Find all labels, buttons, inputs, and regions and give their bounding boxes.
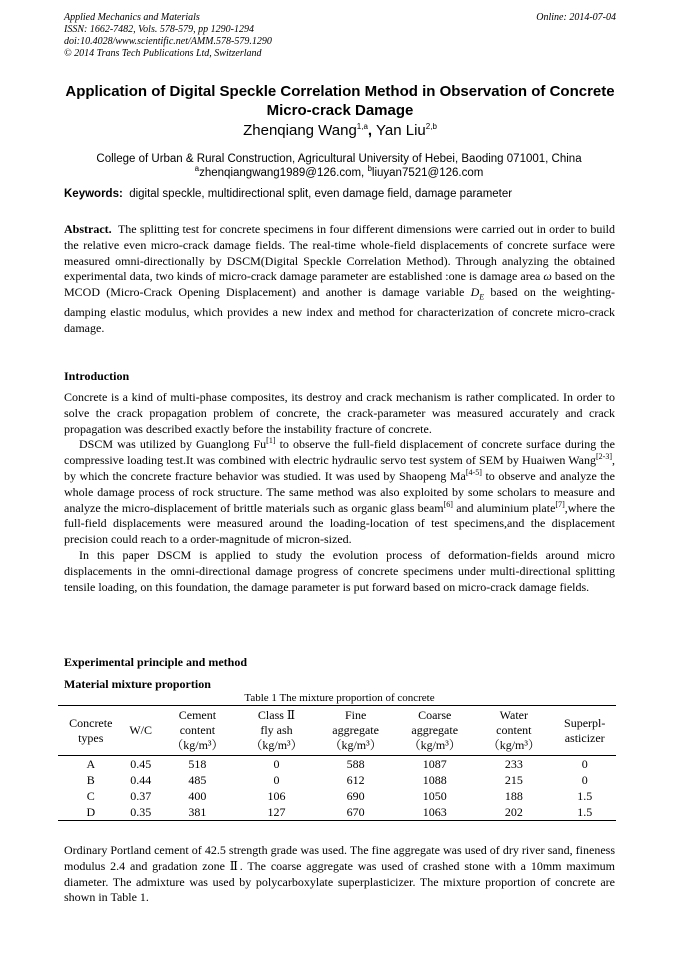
citation-3: [4-5] [465, 467, 482, 477]
header-line: asticizer [564, 730, 605, 745]
header-line: Superpl- [564, 715, 606, 730]
table-cell: 400 [188, 789, 207, 803]
table-row [58, 788, 616, 804]
author-1-affil: 1,a [356, 122, 368, 131]
keywords [64, 188, 624, 200]
table-cell: 612 [346, 773, 365, 787]
introduction-body [64, 390, 615, 595]
table-cell: 588 [346, 757, 365, 771]
header-line: aggregate [411, 723, 459, 737]
header-line: Water [499, 708, 529, 722]
experimental-heading: Experimental principle and method [64, 655, 248, 669]
table-cell: 1.5 [553, 804, 616, 821]
table-cell: D [58, 804, 124, 821]
email-b-sup: b [367, 164, 372, 174]
abstract [64, 222, 615, 337]
header-line: Class Ⅱ [257, 708, 296, 722]
table-cell: 1.5 [577, 789, 593, 803]
table-header-cell [553, 706, 616, 756]
author-1: Zhenqiang Wang [243, 122, 357, 139]
header-line: Fine [344, 708, 367, 722]
table-cell: 1088 [422, 773, 447, 787]
header-line: Coarse [418, 708, 452, 722]
intro-p2-a: DSCM was utilized by Guanglong Fu [79, 437, 267, 452]
table-cell: C [86, 789, 95, 803]
header-line: Concrete [69, 715, 113, 730]
online-date: Online: 2014-07-04 [536, 12, 616, 23]
citation-4: [6] [443, 499, 453, 509]
table-header-row [58, 706, 616, 756]
abstract-text-2: based on the MCOD (Micro-Crack Opening Displacement) and another is damage variable [64, 269, 616, 300]
header-line: （kg/m³） [171, 738, 224, 752]
author-2: Yan Liu [372, 122, 426, 139]
header-line: fly ash [260, 723, 293, 737]
header-line: types [78, 730, 104, 745]
header-line: W/C [129, 723, 153, 737]
table-cell: B [86, 773, 95, 787]
table-row [58, 804, 616, 821]
table-cell: 485 [188, 773, 207, 787]
damage-variable-subscript: E [479, 292, 485, 302]
copyright-line: © 2014 Trans Tech Publications Ltd, Switzerland [64, 48, 262, 59]
intro-p2-c: , by which the concrete fracture behavior was studied. It was used by Shaopeng Ma [64, 453, 615, 483]
intro-p2-d: to observe and analyze the whole damage process of rock structure. The same method was also exploited by some scholars to measure and analyze the micro-displacement of brittle materials such as organic glass beam [64, 468, 615, 515]
citation-1: [1] [266, 436, 276, 446]
table-cell: 0.45 [130, 757, 152, 771]
table-cell: 0 [581, 773, 588, 787]
table-caption: Table 1 The mixture proportion of concrete [244, 692, 435, 704]
table-cell: 0 [273, 757, 280, 771]
citation-5: [7] [555, 499, 565, 509]
table-cell: 188 [504, 789, 523, 803]
table-header-cell [474, 706, 553, 756]
intro-p2-b: to observe the full-field displacement of concrete surface during the compressive loading test.It was combined with electric hydraulic servo test system of SEM by Huaiwen Wang [64, 437, 615, 468]
header-line: （kg/m³） [329, 738, 382, 752]
table-cell: A [86, 757, 96, 771]
paper-title: Application of Digital Speckle Correlation Method in Observation of Concrete Micro-crack Damage [65, 83, 615, 119]
affiliation-line: College of Urban & Rural Construction, Agricultural University of Hebei, Baoding 071001, China [96, 153, 582, 165]
header-line: （kg/m³） [487, 738, 540, 752]
keywords-text: digital speckle, multidirectional split, even damage field, damage parameter [129, 188, 513, 200]
table-cell: 670 [316, 804, 395, 821]
email-a-sup: a [194, 164, 200, 174]
doi-line: doi:10.4028/www.scientific.net/AMM.578-579.1290 [64, 36, 272, 47]
table-cell: 518 [188, 757, 207, 771]
introduction-heading: Introduction [64, 369, 130, 383]
table-cell: 106 [267, 789, 286, 803]
table-cell: 0.37 [130, 789, 152, 803]
table-header-cell [395, 706, 474, 756]
materials-paragraph: Ordinary Portland cement of 42.5 strength grade was used. The fine aggregate was used of dry river sand, fineness modulus 2.4 and gradation zone Ⅱ. The coarse aggregate was used of crashed stone with a 10mm maximum diameter. The admixture was used by polycarboxylate superplasticizer. The mixture proportion of concrete are shown in Table 1. [64, 843, 615, 905]
table-cell: 1087 [422, 757, 447, 771]
table-cell: 690 [346, 789, 365, 803]
email-b: liuyan7521@126.com [371, 167, 484, 179]
intro-paragraph-3: In this paper DSCM is applied to study the evolution process of deformation-fields around micro displacements in the omni-directional damage progress of concrete specimens under multi-directional splitting tensile loading, on this foundation, the damage parameter is put forward based on micro-crack damage fields. [64, 547, 615, 594]
table-cell: 215 [504, 773, 523, 787]
table-cell: 0.35 [124, 804, 158, 821]
intro-p2-e: and aluminium plate [452, 500, 556, 515]
keywords-label: Keywords: [64, 188, 123, 200]
mixture-table [58, 705, 616, 821]
header-line: （kg/m³） [250, 738, 303, 752]
journal-header [64, 12, 616, 60]
header-line: Cement [178, 708, 217, 722]
table-cell: 233 [504, 757, 523, 771]
author-separator: , [367, 122, 373, 139]
table-header-cell [237, 706, 316, 756]
citation-2: [2-3] [596, 452, 612, 462]
journal-name: Applied Mechanics and Materials [64, 12, 200, 23]
abstract-label: Abstract. [64, 222, 112, 236]
author-2-affil: 2,b [425, 122, 437, 131]
intro-paragraph-1: Concrete is a kind of multi-phase composites, its destroy and crack mechanism is rather complicated. In order to solve the crack propagation problem of concrete, the crack-parameter was measured accurately and crack propagation was described exactly before the instability fracture of concrete. [64, 390, 615, 436]
abstract-text-3: based on the weighting-damping elastic modulus, which provides a new index and method for characterization of concrete micro-crack damage. [64, 285, 615, 336]
table-header-cell [58, 706, 124, 756]
header-line: aggregate [332, 723, 379, 737]
table-cell: 0 [273, 773, 280, 787]
table-row [58, 756, 616, 773]
email-line [50, 166, 628, 180]
table-cell: 202 [474, 804, 553, 821]
header-line: content [496, 723, 532, 737]
table-header-cell [158, 706, 237, 756]
intro-paragraph-2 [64, 437, 615, 548]
table-cell: 0.44 [130, 773, 152, 787]
table-cell: 1050 [422, 789, 447, 803]
affiliation [50, 152, 628, 180]
author-line [64, 122, 616, 139]
table-cell: 127 [237, 804, 316, 821]
damage-variable-symbol: D [470, 285, 480, 300]
table-header-cell [316, 706, 395, 756]
table-cell: 1063 [395, 804, 474, 821]
table-row [58, 772, 616, 788]
material-subheading: Material mixture proportion [64, 677, 211, 691]
intro-p2-f: ,where the full-field displacements were measured around the loading-location of test specimens,and the displacement precision could reach to a order-magnitude of micron-sized. [64, 500, 615, 547]
header-line: content [179, 723, 216, 737]
email-a: zhenqiangwang1989@126.com, [199, 167, 368, 179]
abstract-text-1: The splitting test for concrete specimens in four different dimensions were carried out in order to build the relative even micro-crack damage fields. The real-time whole-field displacements of concrete surface were measured omni-directionally by DSCM(Digital Speckle Correlation Method). Through analyzing the obtained experimental data, two kinds of micro-crack damage parameter are established :one is damage area [64, 222, 615, 284]
table-cell: 381 [158, 804, 237, 821]
table-cell: 0 [581, 757, 588, 771]
issn-line: ISSN: 1662-7482, Vols. 578-579, pp 1290-1294 [64, 24, 254, 35]
header-line: （kg/m³） [408, 738, 461, 752]
omega-symbol: ω [543, 269, 552, 284]
table-header-cell [124, 706, 158, 756]
